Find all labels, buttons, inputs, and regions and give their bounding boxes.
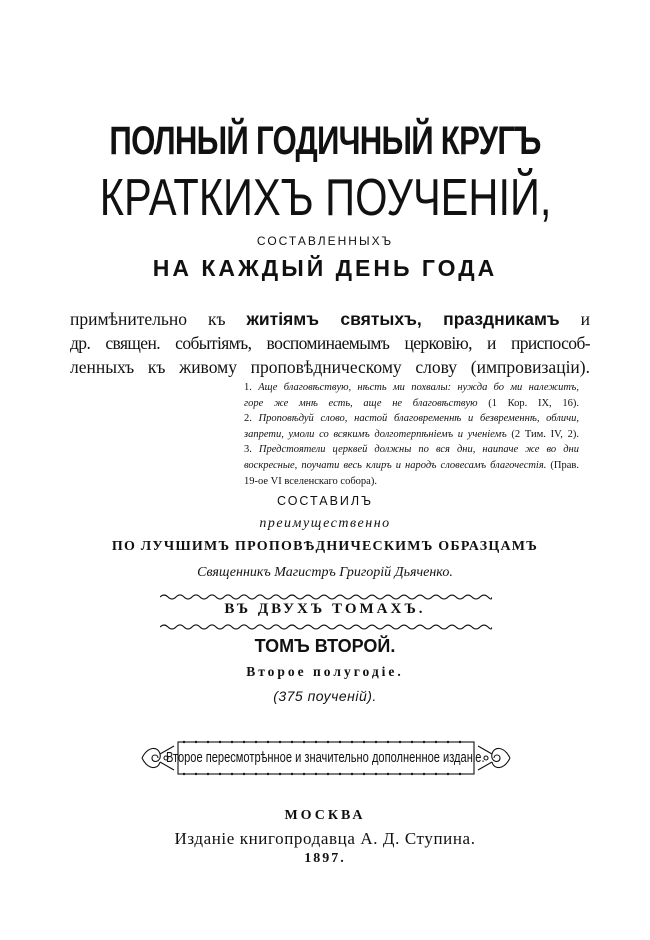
subtitle-every-day: НА КАЖДЫЙ ДЕНЬ ГОДА	[152, 255, 498, 281]
title-line-1: ПОЛНЫЙ ГОДИЧНЫЙ КРУГЪ	[109, 119, 541, 163]
compiled-label: СОСТАВИЛЪ	[276, 494, 374, 508]
description-line-2: др. священ. событіямъ, воспоминаемымъ церковію, и приспособ-	[70, 333, 590, 353]
volume-two-label: ТОМЪ ВТОРОЙ.	[254, 636, 396, 656]
imprint-city: МОСКВА	[284, 808, 366, 823]
wavy-rule-bottom	[160, 622, 492, 632]
description-line-1: примѣнительно къ житіямъ святыхъ, праздникамъ и	[70, 309, 590, 329]
lesson-count: (375 поученій).	[273, 688, 377, 704]
author-name: Священникъ Магистръ Григорій Дьяченко.	[197, 565, 453, 580]
quote-2-line-1: 2. Проповѣдуй слово, настой благовременнѣ и безвременнѣ, обличи,	[244, 413, 580, 425]
two-volumes-label: ВЪ ДВУХЪ ТОМАХЪ.	[224, 601, 426, 617]
imprint-year: 1897.	[304, 851, 346, 866]
epigraph-quotes	[244, 380, 579, 489]
description-paragraph	[70, 307, 590, 379]
edition-note: Второе пересмотрѣнное и значительно дополненное изданіе.	[165, 749, 485, 766]
models-label: ПО ЛУЧШИМЪ ПРОПОВѢДНИЧЕСКИМЪ ОБРАЗЦАМЪ	[111, 539, 539, 554]
quote-1-line-1: 1. Аще благовѣствую, нѣсть ми похвалы: нужда бо ми належитъ,	[244, 382, 579, 393]
mainly-label: преимущественно	[259, 516, 391, 531]
description-line-3: ленныхъ къ живому проповѣдническому слову (импровизаціи).	[70, 357, 590, 377]
half-year-label: Второе полугодіе.	[246, 664, 404, 679]
quote-3-line-2: воскресные, поучати весь клиръ и народъ словесамъ благочестія. (Прав.	[244, 459, 579, 471]
quote-3-line-3: 19-ое VI вселенскаго собора).	[244, 475, 377, 487]
title-line-2: КРАТКИХЪ ПОУЧЕНІЙ,	[99, 169, 552, 227]
imprint-publisher: Изданіе книгопродавца А. Д. Ступина.	[174, 829, 476, 848]
quote-2-line-2: запрети, умоли со всякимъ долготерпѣніемъ и ученіемъ (2 Тим. IV, 2).	[244, 428, 579, 440]
quote-3-line-1: 3. Предстоятели церквей должны по вся дни, наипаче же во дни	[244, 444, 579, 456]
description-emphasis: житіямъ святыхъ, праздникамъ	[246, 309, 560, 329]
subtitle-composed: СОСТАВЛЕННЫХЪ	[256, 234, 394, 248]
quote-1-line-2: горе же мнѣ есть, аще не благовѣствую (1 Кор. IX, 16).	[244, 397, 579, 409]
